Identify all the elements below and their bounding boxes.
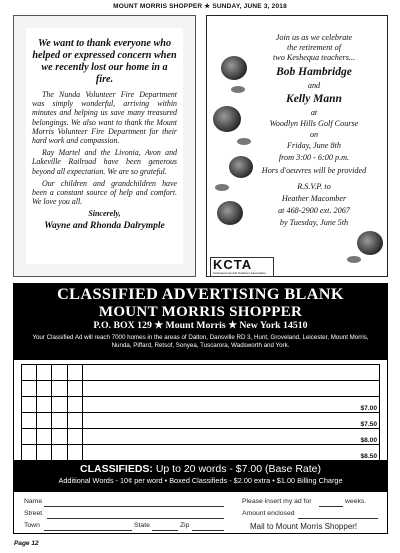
retiree-name-2: Kelly Mann [286,93,342,105]
retirement-phone: at 468-2900 ext. 2067 [278,206,350,215]
word-grid-row [22,397,380,413]
price-label: $8.50 [360,453,377,460]
thank-you-paragraph: Ray Martel and the Livonia, Avon and Lakeville Railroad have been generous beyond all expectation. We are so grateful. [32,148,177,176]
retirement-contact: Heather Macomber [281,194,347,203]
rose-icon [357,231,383,255]
price-label: $7.50 [360,421,377,428]
word-cell[interactable] [67,365,82,381]
rose-icon [221,56,247,80]
word-cell[interactable] [82,365,379,381]
retirement-rsvp: R.S.V.P. to [297,182,331,191]
thank-you-notice [13,15,196,277]
word-cell[interactable] [82,397,379,413]
leaf-icon [347,256,361,263]
classified-header-band [14,284,387,360]
classified-form [13,283,388,534]
rose-icon [213,106,241,132]
word-cell[interactable] [37,397,52,413]
amount-field[interactable] [298,518,378,519]
name-field[interactable] [44,506,224,507]
word-grid [21,364,380,461]
name-label: Name [24,498,43,505]
classified-footer-band [14,460,387,492]
page-number: Page 12 [14,540,39,547]
retiree-name-1: Bob Hambridge [276,66,352,78]
page-header: MOUNT MORRIS SHOPPER ★ SUNDAY, JUNE 3, 2018 [113,3,287,10]
word-cell[interactable] [52,413,67,429]
rose-icon [217,201,243,225]
word-grid-row [22,429,380,445]
word-cell[interactable] [52,365,67,381]
street-field[interactable] [47,518,224,519]
word-cell[interactable] [37,365,52,381]
word-cell[interactable] [37,413,52,429]
retirement-time: from 3:00 - 6:00 p.m. [278,153,350,162]
kcta-logo-subtitle: Keshequa Central Teachers Association [213,271,266,275]
price-label: $8.00 [360,437,377,444]
town-label: Town [24,522,40,529]
classified-rate-label: CLASSIFIEDS: [79,463,153,475]
classified-extra-charges: Additional Words - 10¢ per word • Boxed Classifieds - $2.00 extra • $1.00 Billing Charge [58,476,343,485]
word-cell[interactable] [67,397,82,413]
retirement-food: Hors d'oeuvres will be provided [261,166,367,175]
word-cell[interactable] [22,397,37,413]
retirement-line: two Keshequa teachers... [272,53,356,62]
amount-label: Amount enclosed [242,510,295,517]
retirement-date: Friday, June 8th [287,141,341,150]
word-cell[interactable] [67,381,82,397]
kcta-logo-text: KCTA [213,257,253,272]
word-cell[interactable] [37,429,52,445]
retirement-at: at [310,108,318,117]
word-cell[interactable] [82,429,379,445]
word-cell[interactable] [52,445,67,461]
word-cell[interactable] [82,413,379,429]
leaf-icon [215,184,229,191]
classified-address: P.O. BOX 129 ★ Mount Morris ★ New York 14510 [93,320,308,331]
word-grid-row [22,413,380,429]
word-cell[interactable] [22,365,37,381]
thank-you-inner [26,28,183,264]
word-cell[interactable] [67,445,82,461]
word-cell[interactable] [52,397,67,413]
classified-paper-name: MOUNT MORRIS SHOPPER [98,304,303,320]
word-cell[interactable] [37,381,52,397]
retirement-line: Join us as we celebrate [275,33,353,42]
state-field[interactable] [152,530,178,531]
leaf-icon [231,86,245,93]
thank-you-closing: Sincerely, [88,209,121,219]
word-cell[interactable] [67,429,82,445]
thank-you-paragraph: The Nunda Volunteer Fire Department was simply wonderful, arriving within minutes and helping us save many treasured belongings. We also want to thank the Mount Morris Volunteer Fire Department for their hard work and compassion. [32,90,177,146]
thank-you-signature: Wayne and Rhonda Dalrymple [44,220,165,231]
classified-rate [14,463,387,475]
retirement-deadline: by Tuesday, June 5th [279,218,349,227]
retirement-venue: Woodlyn Hills Golf Course [269,119,359,128]
weeks-field[interactable] [319,506,343,507]
weeks-label: weeks. [345,498,367,505]
word-cell[interactable] [52,429,67,445]
retirement-notice [206,15,388,277]
state-label: State [134,522,150,529]
thank-you-paragraph: Our children and grandchildren have been a constant source of help and comfort. We love you all. [32,178,177,207]
word-grid-row [22,381,380,397]
word-grid-row [22,365,380,381]
classified-title: CLASSIFIED ADVERTISING BLANK [57,285,344,303]
word-grid-row [22,445,380,461]
word-cell[interactable] [82,381,379,397]
insert-label: Please insert my ad for [242,498,312,505]
retirement-on: on [309,130,319,139]
word-cell[interactable] [52,381,67,397]
word-cell[interactable] [22,381,37,397]
street-label: Street [24,510,43,517]
thank-you-headline: We want to thank everyone who helped or expressed concern when we recently lost our home in a fire. [32,38,177,85]
retirement-and: and [307,81,321,90]
word-cell[interactable] [22,445,37,461]
town-field[interactable] [44,530,132,531]
mail-instruction: Mail to Mount Morris Shopper! [250,522,358,531]
word-cell[interactable] [22,413,37,429]
classified-rate-text: Up to 20 words - $7.00 (Base Rate) [155,463,321,475]
word-cell[interactable] [37,445,52,461]
retirement-line: the retirement of [287,43,341,52]
word-cell[interactable] [82,445,379,461]
word-cell[interactable] [67,413,82,429]
price-label: $7.00 [360,405,377,412]
zip-field[interactable] [192,530,224,531]
word-cell[interactable] [22,429,37,445]
kcta-logo [210,257,274,277]
zip-label: Zip [180,522,190,529]
classified-info: Your Classified Ad will reach 7000 homes in the areas of Dalton, Dansville RD 3, Hunt, Groveland, Leicester, Mount Morris, Nunda, Piffard, Retsof, Sonyea, Tuscarora, Wadsworth and York. [32,334,369,349]
